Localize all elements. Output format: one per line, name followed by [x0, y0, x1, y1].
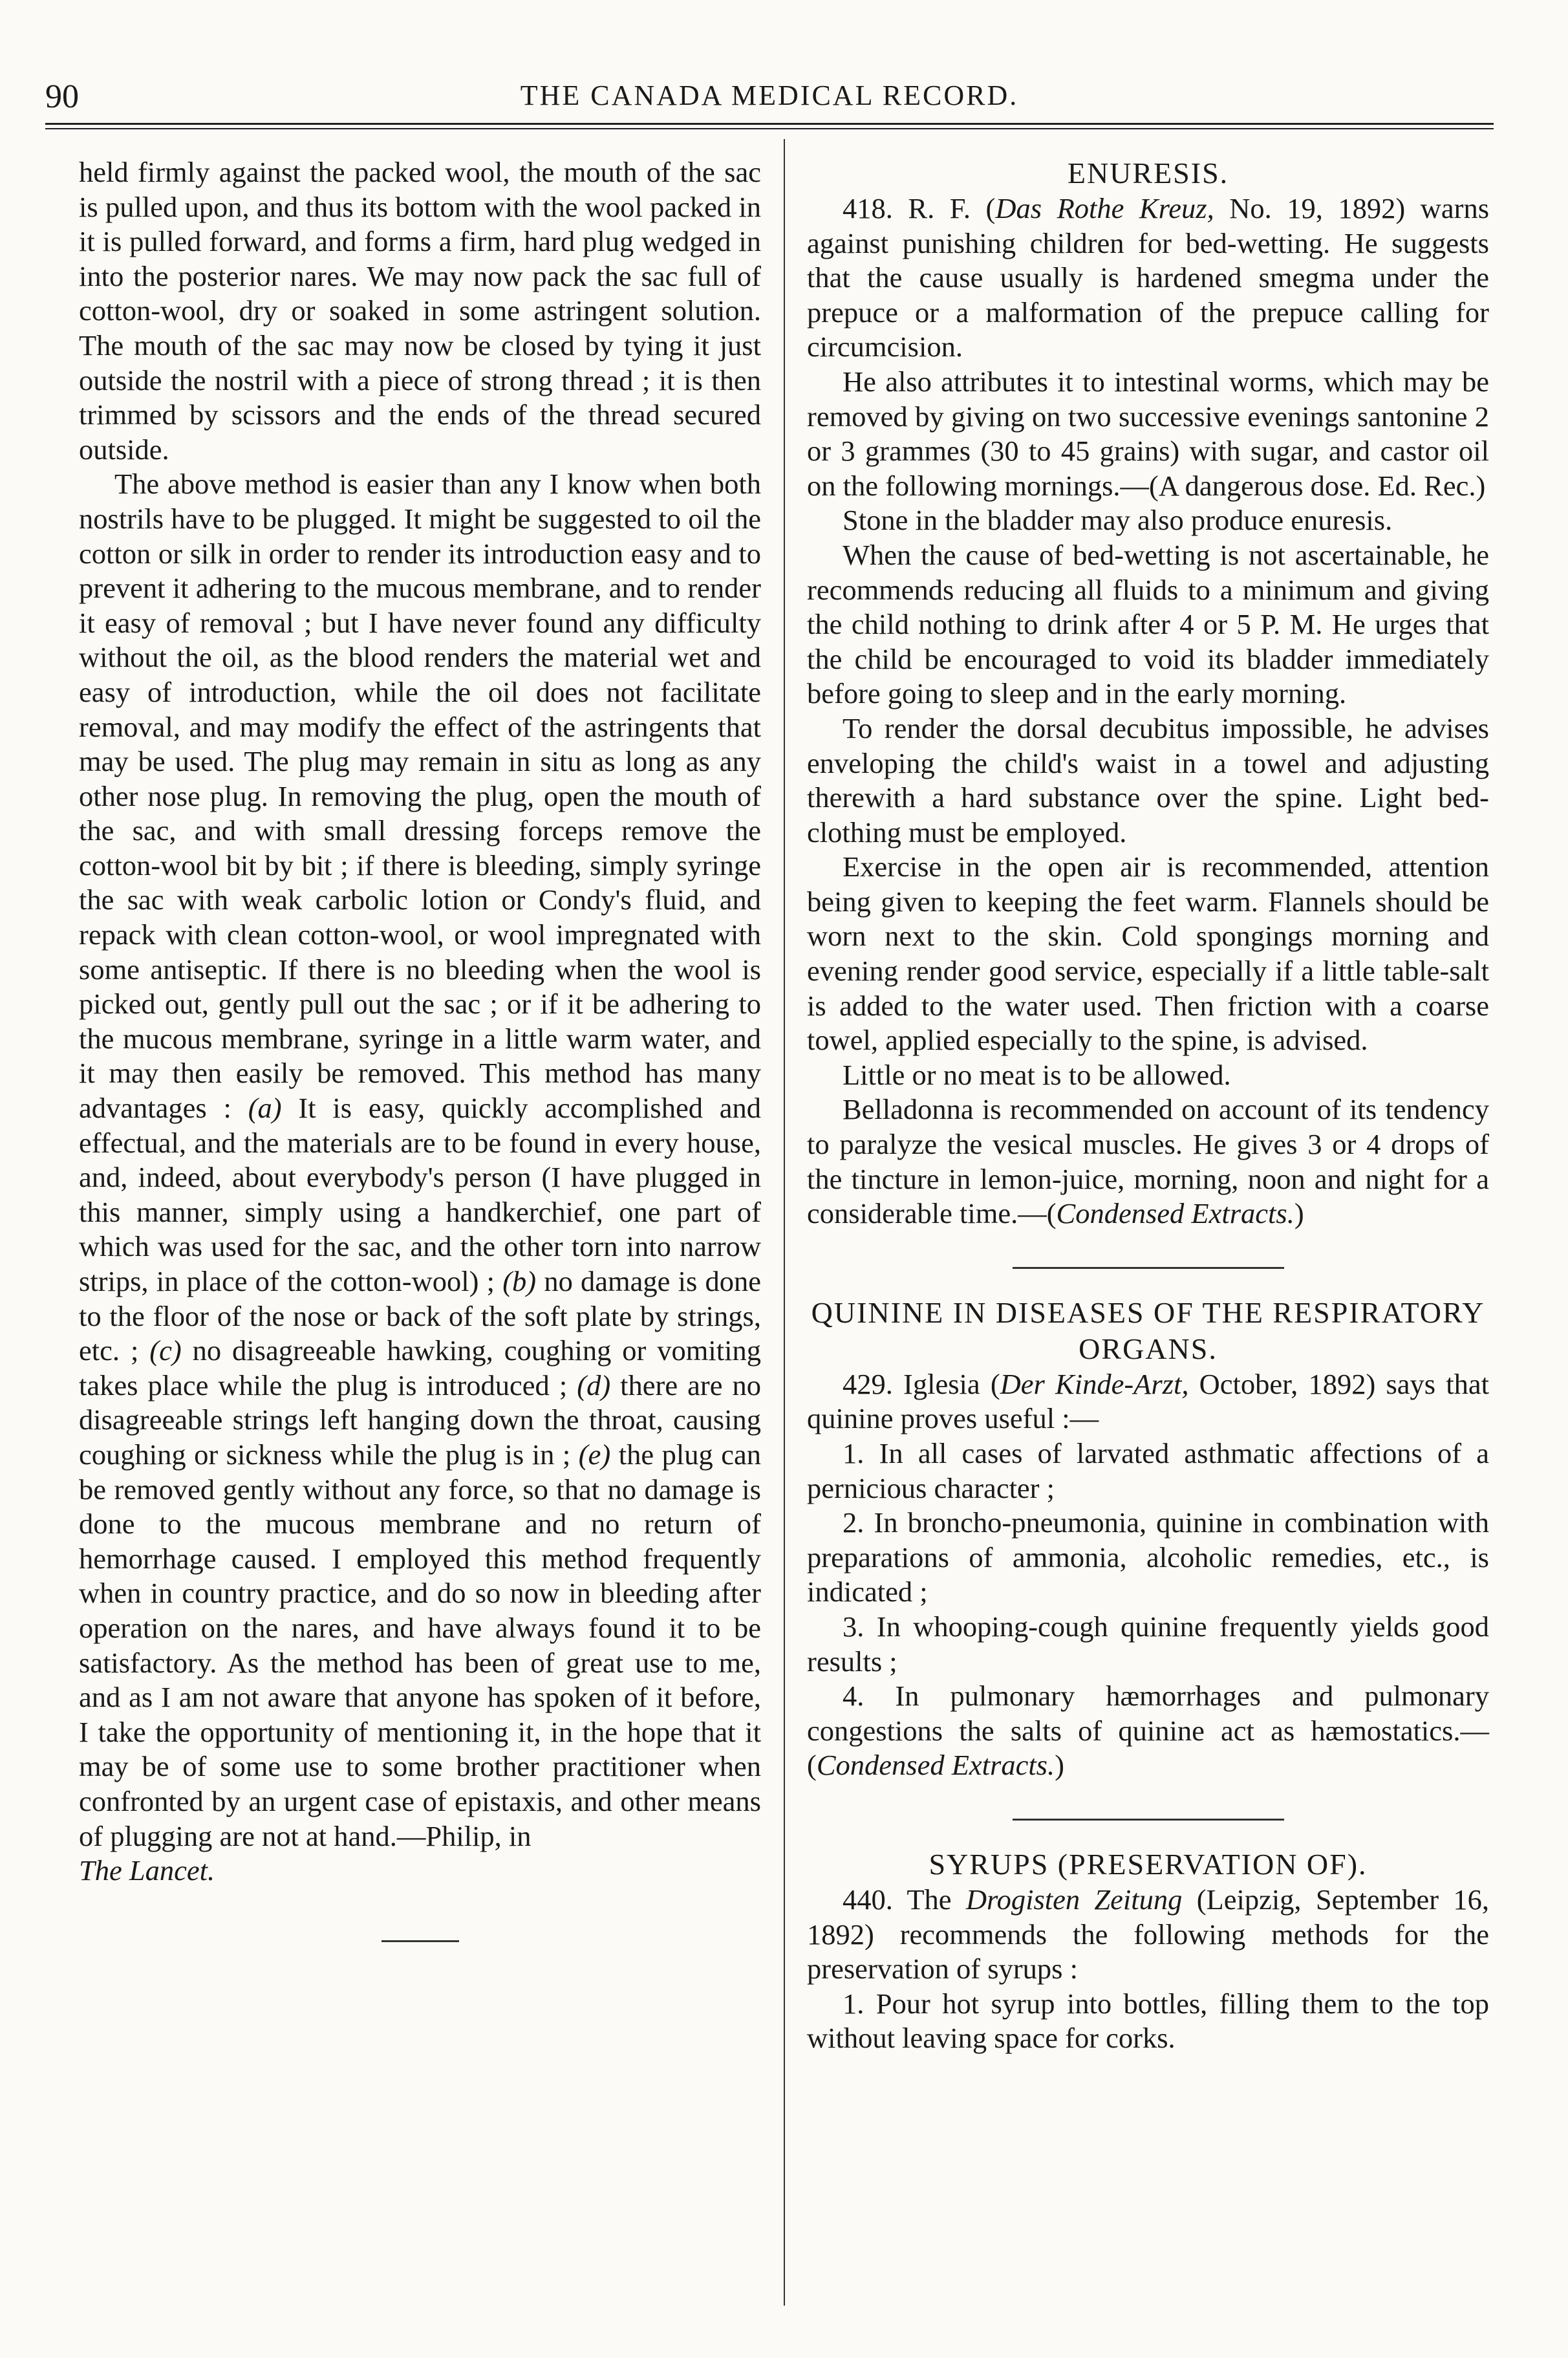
- list-item: 1. Pour hot syrup into bottles, filling them to the top without leaving space for corks.: [807, 1987, 1489, 2055]
- paragraph: When the cause of bed-wetting is not ascertainable, he recommends reducing all fluids to a minimum and giving the child nothing to drink after 4 or 5 P. M. He urges that the child be encouraged to void its bladder immediately before going to sleep and in the early morning.: [807, 538, 1489, 710]
- section-title-syrups: SYRUPS (PRESERVATION OF).: [929, 1847, 1368, 1881]
- right-column: [807, 155, 1489, 2056]
- paragraph: Little or no meat is to be allowed.: [843, 1058, 1231, 1091]
- column-divider: [784, 139, 785, 2306]
- paragraph: 429. Iglesia (Der Kinde-Arzt, October, 1892) says that quinine proves useful :—: [807, 1367, 1489, 1435]
- section-rule: [1013, 1819, 1284, 1821]
- paragraph: The above method is easier than any I know when both nostrils have to be plugged. It might be suggested to oil the cotton or silk in order to render its introduction easy and to prevent it adhering to the mucous membrane, and to render it easy of removal ; but I have never found any difficulty without the oil, as the blood renders the material wet and easy of introduction, while the oil does not facilitate removal, and may modify the effect of the astringents that may be used. The plug may remain in situ as long as any other nose plug. In removing the plug, open the mouth of the sac, and with small dressing forceps remove the cotton-wool bit by bit ; if there is bleeding, simply syringe the sac with weak carbolic lotion or Condy's fluid, and repack with clean cotton-wool, or wool impregnated with some antiseptic. If there is no bleeding when the wool is picked out, gently pull out the sac ; or if it be adhering to the mucous membrane, syringe in a little warm water, and it may then easily be removed. This method has many advantages : (a) It is easy, quickly accomplished and effectual, and the materials are to be found in every house, and, indeed, about everybody's person (I have plugged in this manner, simply using a handkerchief, one part of which was used for the sac, and the other torn into narrow strips, in place of the cotton-wool) ; (b) no damage is done to the floor of the nose or back of the soft plate by strings, etc. ; (c) no disagreeable hawking, coughing or vomiting takes place while the plug is introduced ; (d) there are no disagreeable strings left hanging down the throat, causing coughing or sickness while the plug is in ; (e) the plug can be removed gently without any force, so that no damage is done to the mucous membrane and no return of hemorrhage caused. I employed this method frequently when in country practice, and do so now in bleeding after operation on the nares, and have always found it to be satisfactory. As the method has been of great use to me, and as I am not aware that anyone has spoken of it before, I take the opportunity of mentioning it, in the hope that it may be of some use to some brother practitioner when confronted by an urgent case of epistaxis, and other means of plugging are not at hand.—Philip, in The Lancet.: [79, 468, 762, 1887]
- running-title: THE CANADA MEDICAL RECORD.: [520, 80, 1019, 111]
- paragraph: He also attributes it to intestinal worms, which may be removed by giving on two successive evenings santonine 2 or 3 grammes (30 to 45 grains) with sugar, and castor oil on the following mornings.—(A dangerous dose. Ed. Rec.): [807, 365, 1489, 502]
- source-citation: The Lancet.: [79, 1854, 215, 1887]
- paragraph: 440. The Drogisten Zeitung (Leipzig, September 16, 1892) recommends the following methods for the preservation of syrups :: [807, 1883, 1490, 1985]
- page-header: [45, 71, 1494, 116]
- list-item: 2. In broncho-pneumonia, quinine in combination with preparations of ammonia, alcoholic remedies, etc., is indicated ;: [807, 1506, 1489, 1608]
- section-rule: [1013, 1267, 1284, 1269]
- list-item: 4. In pulmonary hæmorrhages and pulmonary congestions the salts of quinine act as hæmostatics.—(Condensed Extracts.): [807, 1680, 1489, 1782]
- header-rule: [45, 123, 1494, 129]
- paragraph: To render the dorsal decubitus impossible, he advises enveloping the child's waist in a towel and adjusting therewith a hard substance over the spine. Light bed-clothing must be employed.: [807, 711, 1489, 849]
- paragraph: Stone in the bladder may also produce enuresis.: [843, 504, 1393, 537]
- paragraph: 418. R. F. (Das Rothe Kreuz, No. 19, 1892) warns against punishing children for bed-wetting. He suggests that the cause usually is hardened smegma under the prepuce or a malformation of the prepuce calling for circumcision.: [807, 192, 1490, 363]
- section-title-enuresis: ENURESIS.: [1067, 157, 1229, 189]
- left-column: [79, 155, 761, 1942]
- page-number: 90: [45, 78, 79, 115]
- end-rule: [381, 1940, 459, 1942]
- section-title-quinine: QUININE IN DISEASES OF THE RESPIRATORY ORGANS.: [811, 1295, 1485, 1365]
- paragraph: held firmly against the packed wool, the mouth of the sac is pulled upon, and thus its bottom with the wool packed in it is pulled forward, and forms a firm, hard plug wedged in into the posterior nares. We may now pack the sac full of cotton-wool, dry or soaked in some astringent solution. The mouth of the sac may now be closed by tying it just outside the nostril with a piece of strong thread ; it is then trimmed by scissors and the ends of the thread secured outside.: [79, 156, 761, 466]
- list-item: 1. In all cases of larvated asthmatic affections of a pernicious character ;: [807, 1437, 1489, 1504]
- list-item: 3. In whooping-cough quinine frequently yields good results ;: [807, 1610, 1489, 1678]
- paragraph: Belladonna is recommended on account of its tendency to paralyze the vesical muscles. He gives 3 or 4 drops of the tincture in lemon-juice, morning, noon and night for a considerable time.—(Condensed Extracts.): [807, 1093, 1489, 1230]
- paragraph: Exercise in the open air is recommended, attention being given to keeping the feet warm. Flannels should be worn next to the skin. Cold spongings morning and evening render good service, especially if a little table-salt is added to the water used. Then friction with a coarse towel, applied especially to the spine, is advised.: [807, 850, 1489, 1057]
